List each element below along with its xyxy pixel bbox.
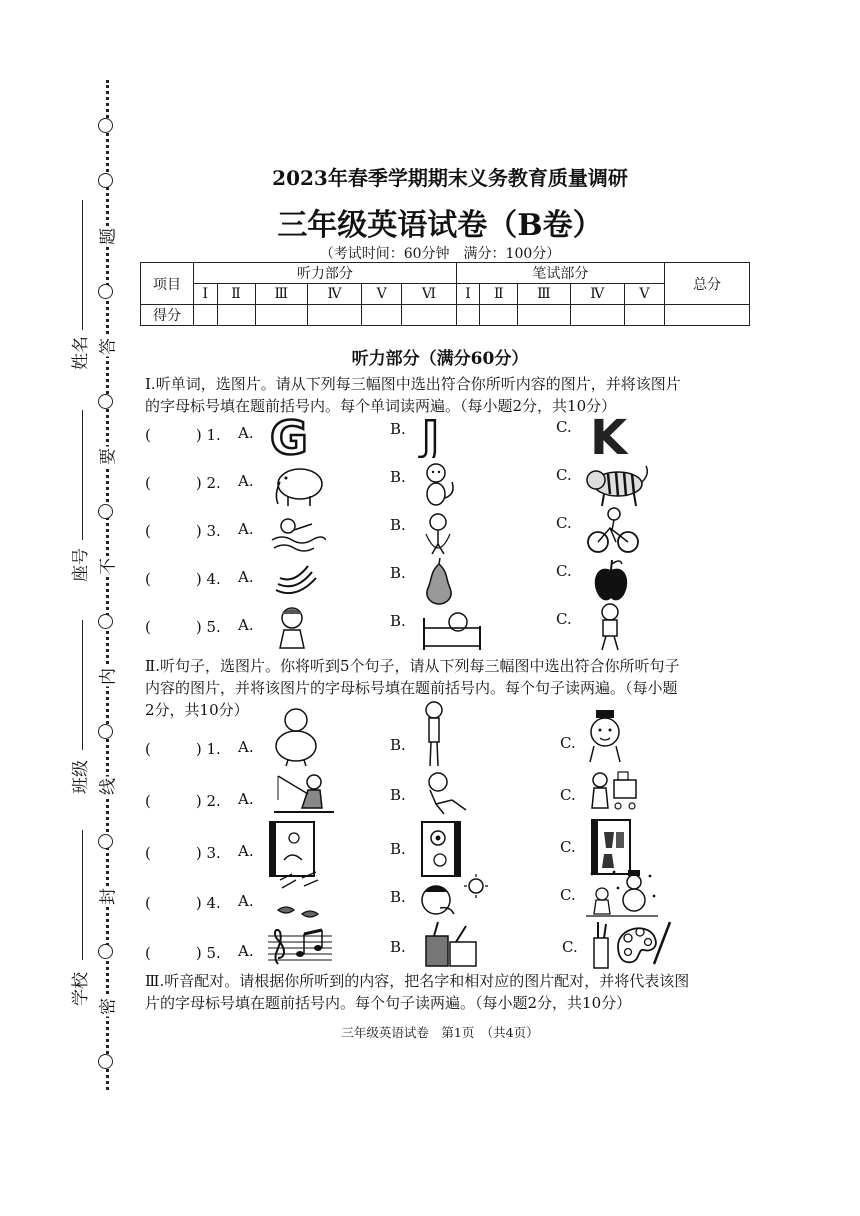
skating-icon [418,770,470,822]
option-a: A. [238,738,254,756]
instr-line: Ⅲ.听音配对。请根据你所听到的内容，把名字和相对应的图片配对，并将代表该图 [145,972,690,990]
binding-circle [98,394,113,409]
p1-q2-number[interactable]: ( ) 2. [145,474,221,492]
col-header: Ⅳ [307,284,361,305]
binding-circle [98,504,113,519]
letter-g-icon [266,414,308,462]
seal-char: 要 [94,447,119,467]
paint-tools-icon [420,920,480,976]
binding-circle [98,284,113,299]
jump-rope-icon [420,510,460,562]
instr-line: 2分，共10分） [145,701,249,719]
class-label: 班级 [71,760,91,794]
score-cell[interactable] [217,305,255,326]
col-header: Ⅴ [362,284,402,305]
fat-boy-icon [268,706,324,772]
binding-circle [98,724,113,739]
option-c: C. [560,838,576,856]
col-header: Ⅰ [194,284,218,305]
p2-q5-number[interactable]: ( ) 5. [145,944,221,962]
option-b: B. [390,786,406,804]
option-b: B. [390,468,406,486]
instr-line: 的字母标号填在题前括号内。每个单词读两遍。（每小题2分，共10分） [145,397,617,415]
seal-char: 线 [94,777,119,797]
page-footer: 三年级英语试卷 第1页 （共4页） [341,1025,539,1040]
p2-q1-number[interactable]: ( ) 1. [145,740,221,758]
boy-walking-icon [594,602,628,656]
option-b: B. [390,888,406,906]
music-notes-icon [266,924,334,970]
option-c: C. [562,938,578,956]
option-a: A. [238,616,254,634]
binding-circle [98,1054,113,1069]
option-c: C. [556,562,572,580]
option-b: B. [390,840,406,858]
option-c: C. [556,610,572,628]
option-c: C. [556,466,572,484]
score-table [140,262,750,326]
score-label: 得分 [141,305,194,326]
total-header: 总分 [665,263,750,305]
score-cell[interactable] [255,305,307,326]
col-header: Ⅴ [624,284,664,305]
girl-icon [272,604,312,658]
col-header: Ⅵ [402,284,456,305]
p1-q4-number[interactable]: ( ) 4. [145,570,221,588]
col-header: Ⅲ [255,284,307,305]
name-label: 姓名 [71,336,91,370]
option-b: B. [390,420,406,438]
pear-icon [420,556,458,610]
seal-char: 密 [94,997,119,1017]
p2-q4-number[interactable]: ( ) 4. [145,894,221,912]
option-a: A. [238,568,254,586]
apple-icon [590,556,632,608]
swim-icon [268,514,326,558]
autumn-leaves-icon [272,870,332,926]
option-c: C. [556,514,572,532]
bike-icon [586,506,640,558]
thin-boy-icon [418,700,450,774]
svg-text:J: J [422,414,440,458]
child-face-icon [580,708,630,768]
score-cell[interactable] [194,305,218,326]
writing-header: 笔试部分 [456,263,664,284]
option-c: C. [556,418,572,436]
svg-text:G: G [270,414,308,458]
part2-instructions [145,655,755,721]
p1-q1-number[interactable]: ( ) 1. [145,426,221,444]
score-cell[interactable] [480,305,518,326]
hot-summer-icon [420,872,490,926]
class-field[interactable] [82,620,83,750]
seal-char: 题 [94,227,119,247]
row-label: 项目 [141,263,194,305]
palette-brush-icon [590,916,674,976]
listening-section-title: 听力部分（满分60分） [351,349,529,369]
col-header: Ⅰ [456,284,480,305]
score-cell[interactable] [518,305,570,326]
seal-char: 内 [94,667,119,687]
banana-icon [272,560,322,604]
option-b: B. [390,564,406,582]
option-b: B. [390,612,406,630]
option-b: B. [390,938,406,956]
col-header: Ⅲ [518,284,570,305]
letter-k-icon [588,412,634,462]
part3-instructions [145,970,755,1014]
svg-text:K: K [590,412,628,458]
instr-line: Ⅱ.听句子，选图片。你将听到5个句子，请从下列每三幅图中选出符合你所听句子 [145,657,680,675]
bed-sleep-icon [420,604,484,658]
col-header: Ⅱ [480,284,518,305]
listening-header: 听力部分 [194,263,457,284]
part1-instructions [145,373,755,417]
option-a: A. [238,790,254,808]
fishing-icon [272,772,336,820]
p1-q5-number[interactable]: ( ) 5. [145,618,221,636]
option-c: C. [560,886,576,904]
binding-circle [98,944,113,959]
score-cell[interactable] [456,305,480,326]
school-label: 学校 [71,972,91,1006]
option-a: A. [238,520,254,538]
col-header: Ⅳ [570,284,624,305]
option-c: C. [560,734,576,752]
option-b: B. [390,736,406,754]
letter-j-icon [418,414,460,462]
option-a: A. [238,842,254,860]
elephant-icon [270,464,326,512]
monkey-icon [418,460,458,514]
instr-line: 片的字母标号填在题前括号内。每个句子读两遍。（每小题2分，共10分） [145,994,632,1012]
score-cell[interactable] [570,305,624,326]
option-a: A. [238,424,254,442]
seat-label: 座号 [71,548,91,582]
option-a: A. [238,942,254,960]
paper-title: 三年级英语试卷（B卷） [277,208,603,243]
p2-q3-number[interactable]: ( ) 3. [145,844,221,862]
option-b: B. [390,516,406,534]
p1-q3-number[interactable]: ( ) 3. [145,522,221,540]
option-c: C. [560,786,576,804]
seat-field[interactable] [82,410,83,540]
school-field[interactable] [82,830,83,960]
seal-char: 封 [94,887,119,907]
binding-circle [98,834,113,849]
score-cell[interactable] [362,305,402,326]
exam-title: 2023年春季学期期末义务教育质量调研 [272,166,628,190]
score-cell[interactable] [402,305,456,326]
p2-q2-number[interactable]: ( ) 2. [145,792,221,810]
shopping-icon [586,768,642,822]
score-cell[interactable] [624,305,664,326]
tiger-icon [584,460,650,512]
option-a: A. [238,472,254,490]
binding-circle [98,118,113,133]
score-cell[interactable] [307,305,361,326]
option-a: A. [238,892,254,910]
binding-circle [98,614,113,629]
col-header: Ⅱ [217,284,255,305]
exam-info: （考试时间：60分钟 满分：100分） [319,246,561,262]
instr-line: Ⅰ.听单词，选图片。请从下列每三幅图中选出符合你所听内容的图片，并将该图片 [145,375,681,393]
instr-line: 内容的图片，并将该图片的字母标号填在题前括号内。每个句子读两遍。（每小题 [145,679,678,697]
total-score-cell[interactable] [665,305,750,326]
seal-char: 答 [94,337,119,357]
seal-char: 不 [94,557,119,577]
